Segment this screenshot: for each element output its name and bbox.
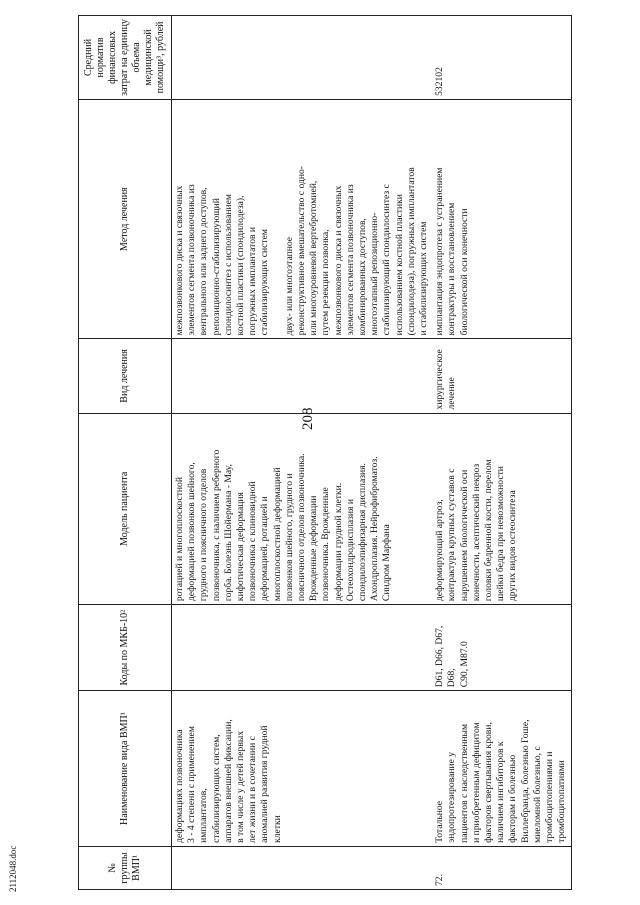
rotated-table-container — [78, 15, 630, 890]
table-row — [432, 16, 571, 890]
cell-patient-model: деформирующий артроз, контрактура крупных суставов с нарушением биологической оси конечности, асептический некроз головки бедренной кости, перелом шейки бедра при невозможности других видов остеосинтеза — [432, 413, 571, 605]
header-average-cost: Средний норматив финансовых затрат на единицу объема медицинской помощи³, рублей — [79, 16, 172, 100]
header-treatment-type: Вид лечения — [79, 339, 172, 413]
cell-icd-codes: D61, D66, D67, D68, C90, M87.0 — [432, 605, 571, 691]
document-id: 2112048.doc — [8, 845, 18, 892]
header-vmp-name: Наименование вида ВМП¹ — [79, 691, 172, 847]
header-icd-codes: Коды по МКБ-10² — [79, 605, 172, 691]
cell-group-number: 72. — [432, 846, 571, 889]
page-number: 208 — [300, 407, 316, 430]
cell-group-number — [172, 846, 433, 889]
table-row — [172, 16, 433, 890]
header-patient-model: Модель пациента — [79, 413, 172, 605]
cell-treatment-method: имплантация эндопротеза с устранением контрактуры и восстановлением биологической оси конечности — [432, 99, 571, 338]
cell-vmp-name: деформациях позвоночника 3 - 4 степени с применением имплантатов, стабилизирующих систем, аппаратов внешней фиксации, в том числе у детей первых лет жизни и в сочетании с аномалией развития грудной клетки — [172, 691, 433, 847]
header-treatment-method: Метод лечения — [79, 99, 172, 338]
header-group-number: № группы ВМП¹ — [79, 846, 172, 889]
cell-treatment-method: межпозвонкового диска и связочных элементов сегмента позвоночника из вентрального или заднего доступов, репозиционно-стабилизирующий спондилосинтез с использованием костной пластики (спондилодеза), погружных имплантатов и стабилизирующих систем двух- или многоэтапное реконструктивное вмешательство с одно- или многоуровневой вертебротомией, путем резекции позвонка, межпозвонкового диска и связочных элементов сегмента позвоночника из комбинированных доступов, многоэтапный репозиционно- стабилизирующий спондилосинтез с использованием костной пластики (спондилодеза), погружных имплантатов и стабилизирующих систем — [172, 99, 433, 338]
cell-average-cost — [172, 16, 433, 100]
table-header-row — [79, 16, 172, 890]
cell-treatment-type — [172, 339, 433, 413]
cell-icd-codes — [172, 605, 433, 691]
vmp-table — [78, 15, 572, 890]
cell-vmp-name: Тотальное эндопротезирование у пациентов с наследственным и приобретенным дефицитом факторов свертывания крови, наличием ингибиторов к факторам и болезнью Виллебранда, болезнью Гоше, миеломной болезнью, с тромбоцитопениями и тромбоцитопатиями — [432, 691, 571, 847]
cell-patient-model: ротацией и многоплоскостной деформацией позвонков шейного, грудного и поясничного отделов позвоночника, с наличием реберного горба. Болезнь Шойермана - Мау, кифотическая деформация позвоночника с клиновидной деформацией, ротацией и многоплоскостной деформацией позвонков шейного, грудного и поясничного отделов позвоночника. Врожденные деформации позвоночника. Врожденные деформации грудной клетки. Остеохондродисплазия и спондилоэпифизарная дисплазия. Ахондроплазия. Нейрофиброматоз. Синдром Марфана — [172, 413, 433, 605]
cell-treatment-type: хирургическое лечение — [432, 339, 571, 413]
cell-average-cost: 532102 — [432, 16, 571, 100]
